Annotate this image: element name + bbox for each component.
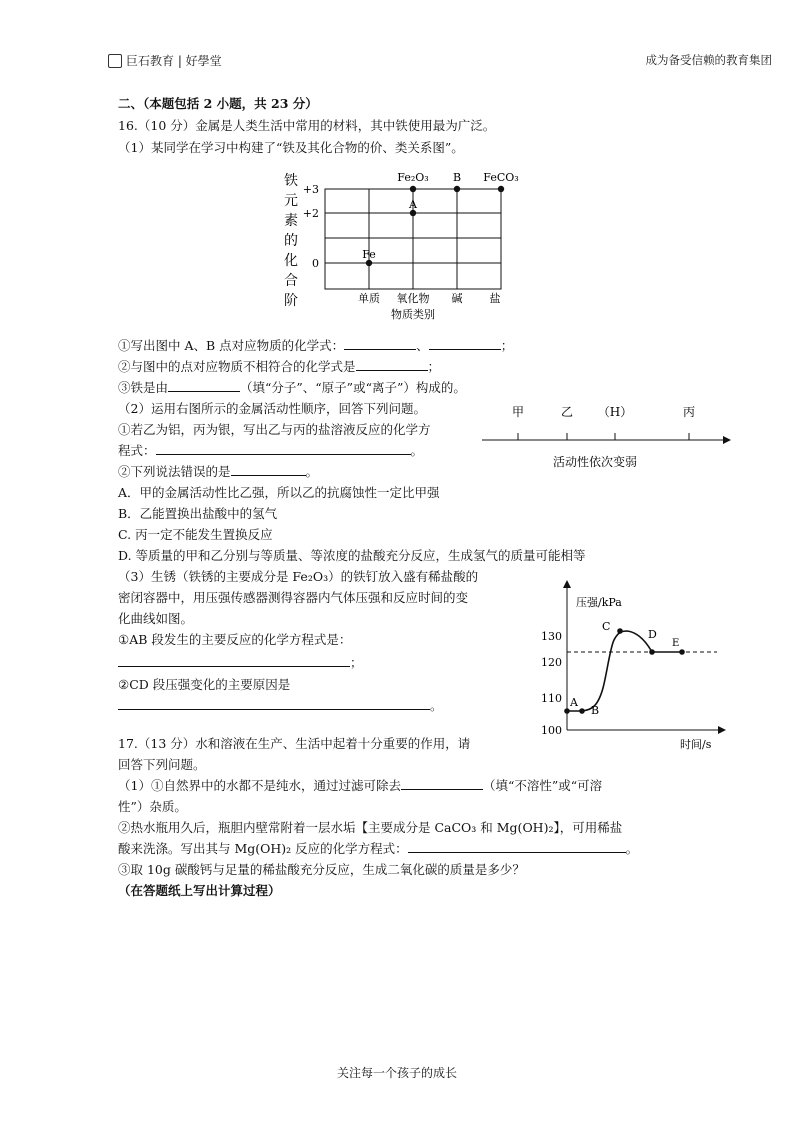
ptick-120: 120 xyxy=(541,656,562,669)
page-footer: 关注每一个孩子的成长 xyxy=(336,1066,457,1080)
q17-2a: ②热水瓶用久后，瓶胆内壁常附着一层水垢【主要成分是 CaCO₃ 和 Mg(OH)₂】，可用稀盐 xyxy=(118,820,623,835)
xcat-base: 碱 xyxy=(451,292,463,305)
svg-text:素: 素 xyxy=(284,213,298,229)
q16-part3-line1: （3）生锈（铁锈的主要成分是 Fe₂O₃）的铁钉放入盛有稀盐酸的 xyxy=(118,569,479,584)
q16-part2-intro: （2）运用右图所示的金属活动性顺序，回答下列问题。 xyxy=(118,401,426,416)
plabel-e: E xyxy=(672,638,680,649)
q16-3-2-answer: 。 xyxy=(118,697,443,714)
answer-blank[interactable] xyxy=(118,654,350,667)
ytick-zero: 0 xyxy=(312,257,319,270)
valence-ylabel xyxy=(284,172,298,309)
point-b xyxy=(454,186,460,192)
q16-3-1: ①AB 段发生的主要反应的化学方程式是： xyxy=(118,632,352,647)
q17-3: ③取 10g 碳酸钙与足量的稀盐酸充分反应，生成二氧化碳的质量是多少？ xyxy=(118,862,525,877)
answer-blank[interactable] xyxy=(118,697,430,710)
q16-1-3: ③铁是由 （填“分子”、“原子”或“离子”）构成的。 xyxy=(118,380,466,395)
hydrogen-label: （H） xyxy=(597,405,633,419)
label-fe: Fe xyxy=(362,248,376,261)
q16-2-1a: ①若乙为铝，丙为银，写出乙与丙的盐溶液反应的化学方 xyxy=(118,422,431,437)
metal-bing: 丙 xyxy=(682,405,696,419)
logo-text: 巨石教育 | 好學堂 xyxy=(126,54,222,68)
header-tagline: 成为备受信赖的教育集团 xyxy=(645,53,772,67)
section-title: 二、（本题包括 2 小题，共 23 分） xyxy=(118,96,318,111)
svg-text:合: 合 xyxy=(284,273,298,289)
logo-icon xyxy=(108,54,122,68)
q16-3-2: ②CD 段压强变化的主要原因是 xyxy=(118,677,291,692)
answer-blank[interactable] xyxy=(408,840,626,853)
pressure-curve xyxy=(567,631,682,711)
plabel-d: D xyxy=(648,628,657,641)
answer-blank[interactable] xyxy=(429,337,501,350)
valence-xlabel: 物质类别 xyxy=(391,308,435,321)
q16-intro: 16.（10 分）金属是人类生活中常用的材料，其中铁使用最为广泛。 xyxy=(118,118,496,133)
q16-2-1b: 程式： 。 xyxy=(118,443,424,458)
q16-1-2: ②与图中的点对应物质不相符合的化学式是 ； xyxy=(118,359,441,374)
option-b: B．乙能置换出盐酸中的氢气 xyxy=(118,506,278,521)
q17-2b: 酸来洗涤。写出其与 Mg(OH)₂ 反应的化学方程式： 。 xyxy=(118,841,639,856)
answer-blank[interactable] xyxy=(401,777,483,790)
answer-blank[interactable] xyxy=(156,442,411,455)
answer-blank[interactable] xyxy=(231,463,306,476)
q17-line1: 17.（13 分）水和溶液在生产、生活中起着十分重要的作用，请 xyxy=(118,736,471,751)
label-b: B xyxy=(452,171,462,184)
ytick-plus3: +3 xyxy=(302,183,319,196)
xcat-elemental: 单质 xyxy=(358,292,380,305)
label-feco3: FeCO₃ xyxy=(483,171,519,184)
point-feco3 xyxy=(498,186,504,192)
q17-line2: 回答下列问题。 xyxy=(118,757,206,772)
activity-caption: 活动性依次变弱 xyxy=(552,455,638,469)
xcat-salt: 盐 xyxy=(489,292,501,305)
ppoint-b xyxy=(579,708,585,714)
valence-chart xyxy=(275,165,535,325)
activity-series-diagram xyxy=(478,400,738,475)
q17-1: （1）①自然界中的水都不是纯水，通过过滤可除去 （填“不溶性”或“可溶 xyxy=(118,778,603,793)
ppoint-e xyxy=(679,649,685,655)
plabel-a: A xyxy=(570,696,578,709)
label-a: A xyxy=(409,198,417,211)
ptick-110: 110 xyxy=(541,692,562,705)
brand-logo xyxy=(108,52,222,69)
q16-part3-line3: 化曲线如图。 xyxy=(118,611,194,626)
q17-note: （在答题纸上写出计算过程） xyxy=(118,883,281,898)
q16-1-1: ①写出图中 A、B 点对应物质的化学式： 、 ； xyxy=(118,338,514,353)
q16-3-1-answer: ； xyxy=(118,654,363,671)
pressure-xlabel: 时间/s xyxy=(680,738,712,751)
ppoint-d xyxy=(649,649,655,655)
svg-text:元: 元 xyxy=(284,193,298,209)
q17-1c: 性”）杂质。 xyxy=(118,799,187,814)
option-d: D. 等质量的甲和乙分别与等质量、等浓度的盐酸充分反应，生成氢气的质量可能相等 xyxy=(118,548,586,563)
plabel-b: B xyxy=(591,704,600,717)
q16-2-2: ②下列说法错误的是 。 xyxy=(118,464,319,479)
ptick-100: 100 xyxy=(541,724,562,737)
xcat-oxide: 氧化物 xyxy=(396,292,430,305)
ptick-130: 130 xyxy=(541,630,562,643)
pressure-chart xyxy=(532,578,732,753)
answer-blank[interactable] xyxy=(356,358,428,371)
label-fe2o3: Fe₂O₃ xyxy=(397,171,429,184)
pressure-ylabel: 压强/kPa xyxy=(576,596,622,609)
q16-part3-line2: 密闭容器中，用压强传感器测得容器内气体压强和反应时间的变 xyxy=(118,590,469,605)
answer-blank[interactable] xyxy=(168,379,240,392)
plabel-c: C xyxy=(602,620,611,633)
point-fe2o3 xyxy=(410,186,416,192)
ppoint-a xyxy=(564,708,570,714)
ytick-plus2: +2 xyxy=(302,207,319,220)
option-a: A．甲的金属活动性比乙强，所以乙的抗腐蚀性一定比甲强 xyxy=(118,485,440,500)
answer-blank[interactable] xyxy=(344,337,416,350)
ppoint-c xyxy=(617,628,623,634)
svg-text:铁: 铁 xyxy=(284,173,298,189)
svg-text:阶: 阶 xyxy=(284,293,298,309)
metal-jia: 甲 xyxy=(511,405,525,419)
svg-text:的: 的 xyxy=(284,233,298,249)
q16-part1-intro: （1）某同学在学习中构建了“铁及其化合物的价、类关系图”。 xyxy=(118,140,464,155)
option-c: C. 丙一定不能发生置换反应 xyxy=(118,527,273,542)
svg-text:化: 化 xyxy=(284,253,298,269)
metal-yi: 乙 xyxy=(560,405,574,419)
